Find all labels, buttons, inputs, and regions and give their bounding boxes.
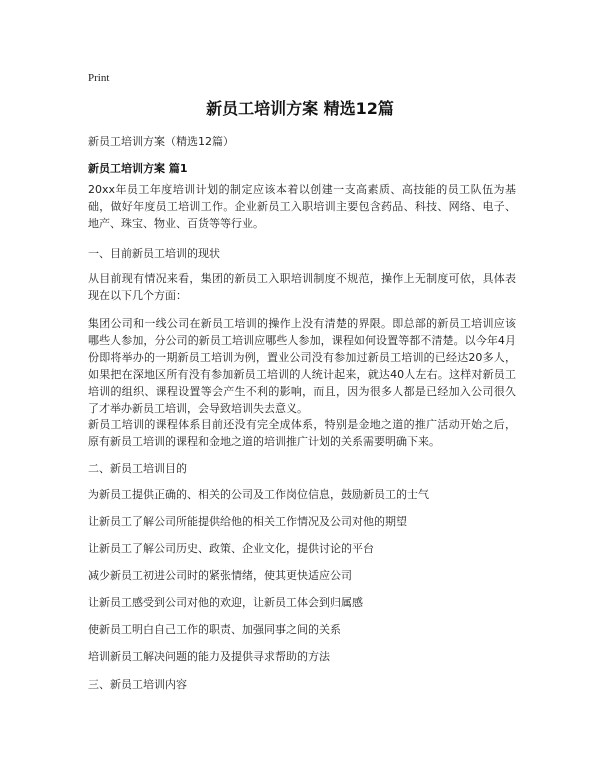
goal-item-6: 使新员工明白自己工作的职责、加强同事之间的关系 [88, 623, 341, 636]
goal-item-2: 让新员工了解公司所能提供给他的相关工作情况及公司对他的期望 [88, 515, 407, 528]
goal-item-1: 为新员工提供正确的、相关的公司及工作岗位信息，鼓励新员工的士气 [88, 488, 429, 501]
section-1-paragraph-3: 新员工培训的课程体系目前还没有完全成体系，特别是金地之道的推广活动开始之后，原有新员工培训的课程和金地之道的培训推广计划的关系需要明确下来。 [88, 418, 516, 448]
print-label[interactable]: Print [88, 72, 110, 84]
section-1-paragraph-1: 从目前现有情况来看，集团的新员工入职培训制度不规范，操作上无制度可依，具体表现在以下几个方面： [88, 272, 516, 302]
section-1-title: 一、目前新员工培训的现状 [88, 247, 220, 260]
page-title: 新员工培训方案 精选12篇 [206, 99, 394, 118]
section-3-title: 三、新员工培训内容 [88, 678, 187, 691]
subtitle: 新员工培训方案（精选12篇） [88, 135, 234, 148]
goal-item-3: 让新员工了解公司历史、政策、企业文化，提供讨论的平台 [88, 542, 374, 555]
section-1-paragraph-2: 集团公司和一线公司在新员工培训的操作上没有清楚的界限。即总部的新员工培训应该哪些人参加，分公司的新员工培训应哪些人参加，课程如何设置等都不清楚。以今年4月份即将举办的一期新员工培训为例，置业公司没有参加过新员工培训的已经达20多人，如果把在深地区所有没有参加新员工培训的人统计起来，就达40人左右。这样对新员工培训的组织、课程设置等会产生不利的影响，而且，因为很多人都是已经加入公司很久了才举办新员工培训，会导致培训失去意义。 [88, 317, 516, 415]
article-heading: 新员工培训方案 篇1 [88, 162, 188, 175]
goal-item-5: 让新员工感受到公司对他的欢迎，让新员工体会到归属感 [88, 596, 363, 609]
intro-paragraph: 20xx年员工年度培训计划的制定应该本着以创建一支高素质、高技能的员工队伍为基础，做好年度员工培训工作。企业新员工入职培训主要包含药品、科技、网络、电子、地产、珠宝、物业、百货等等行业。 [88, 183, 516, 230]
goal-item-4: 减少新员工初进公司时的紧张情绪，使其更快适应公司 [88, 569, 352, 582]
goal-item-7: 培训新员工解决问题的能力及提供寻求帮助的方法 [88, 650, 330, 663]
section-2-title: 二、新员工培训目的 [88, 462, 187, 475]
